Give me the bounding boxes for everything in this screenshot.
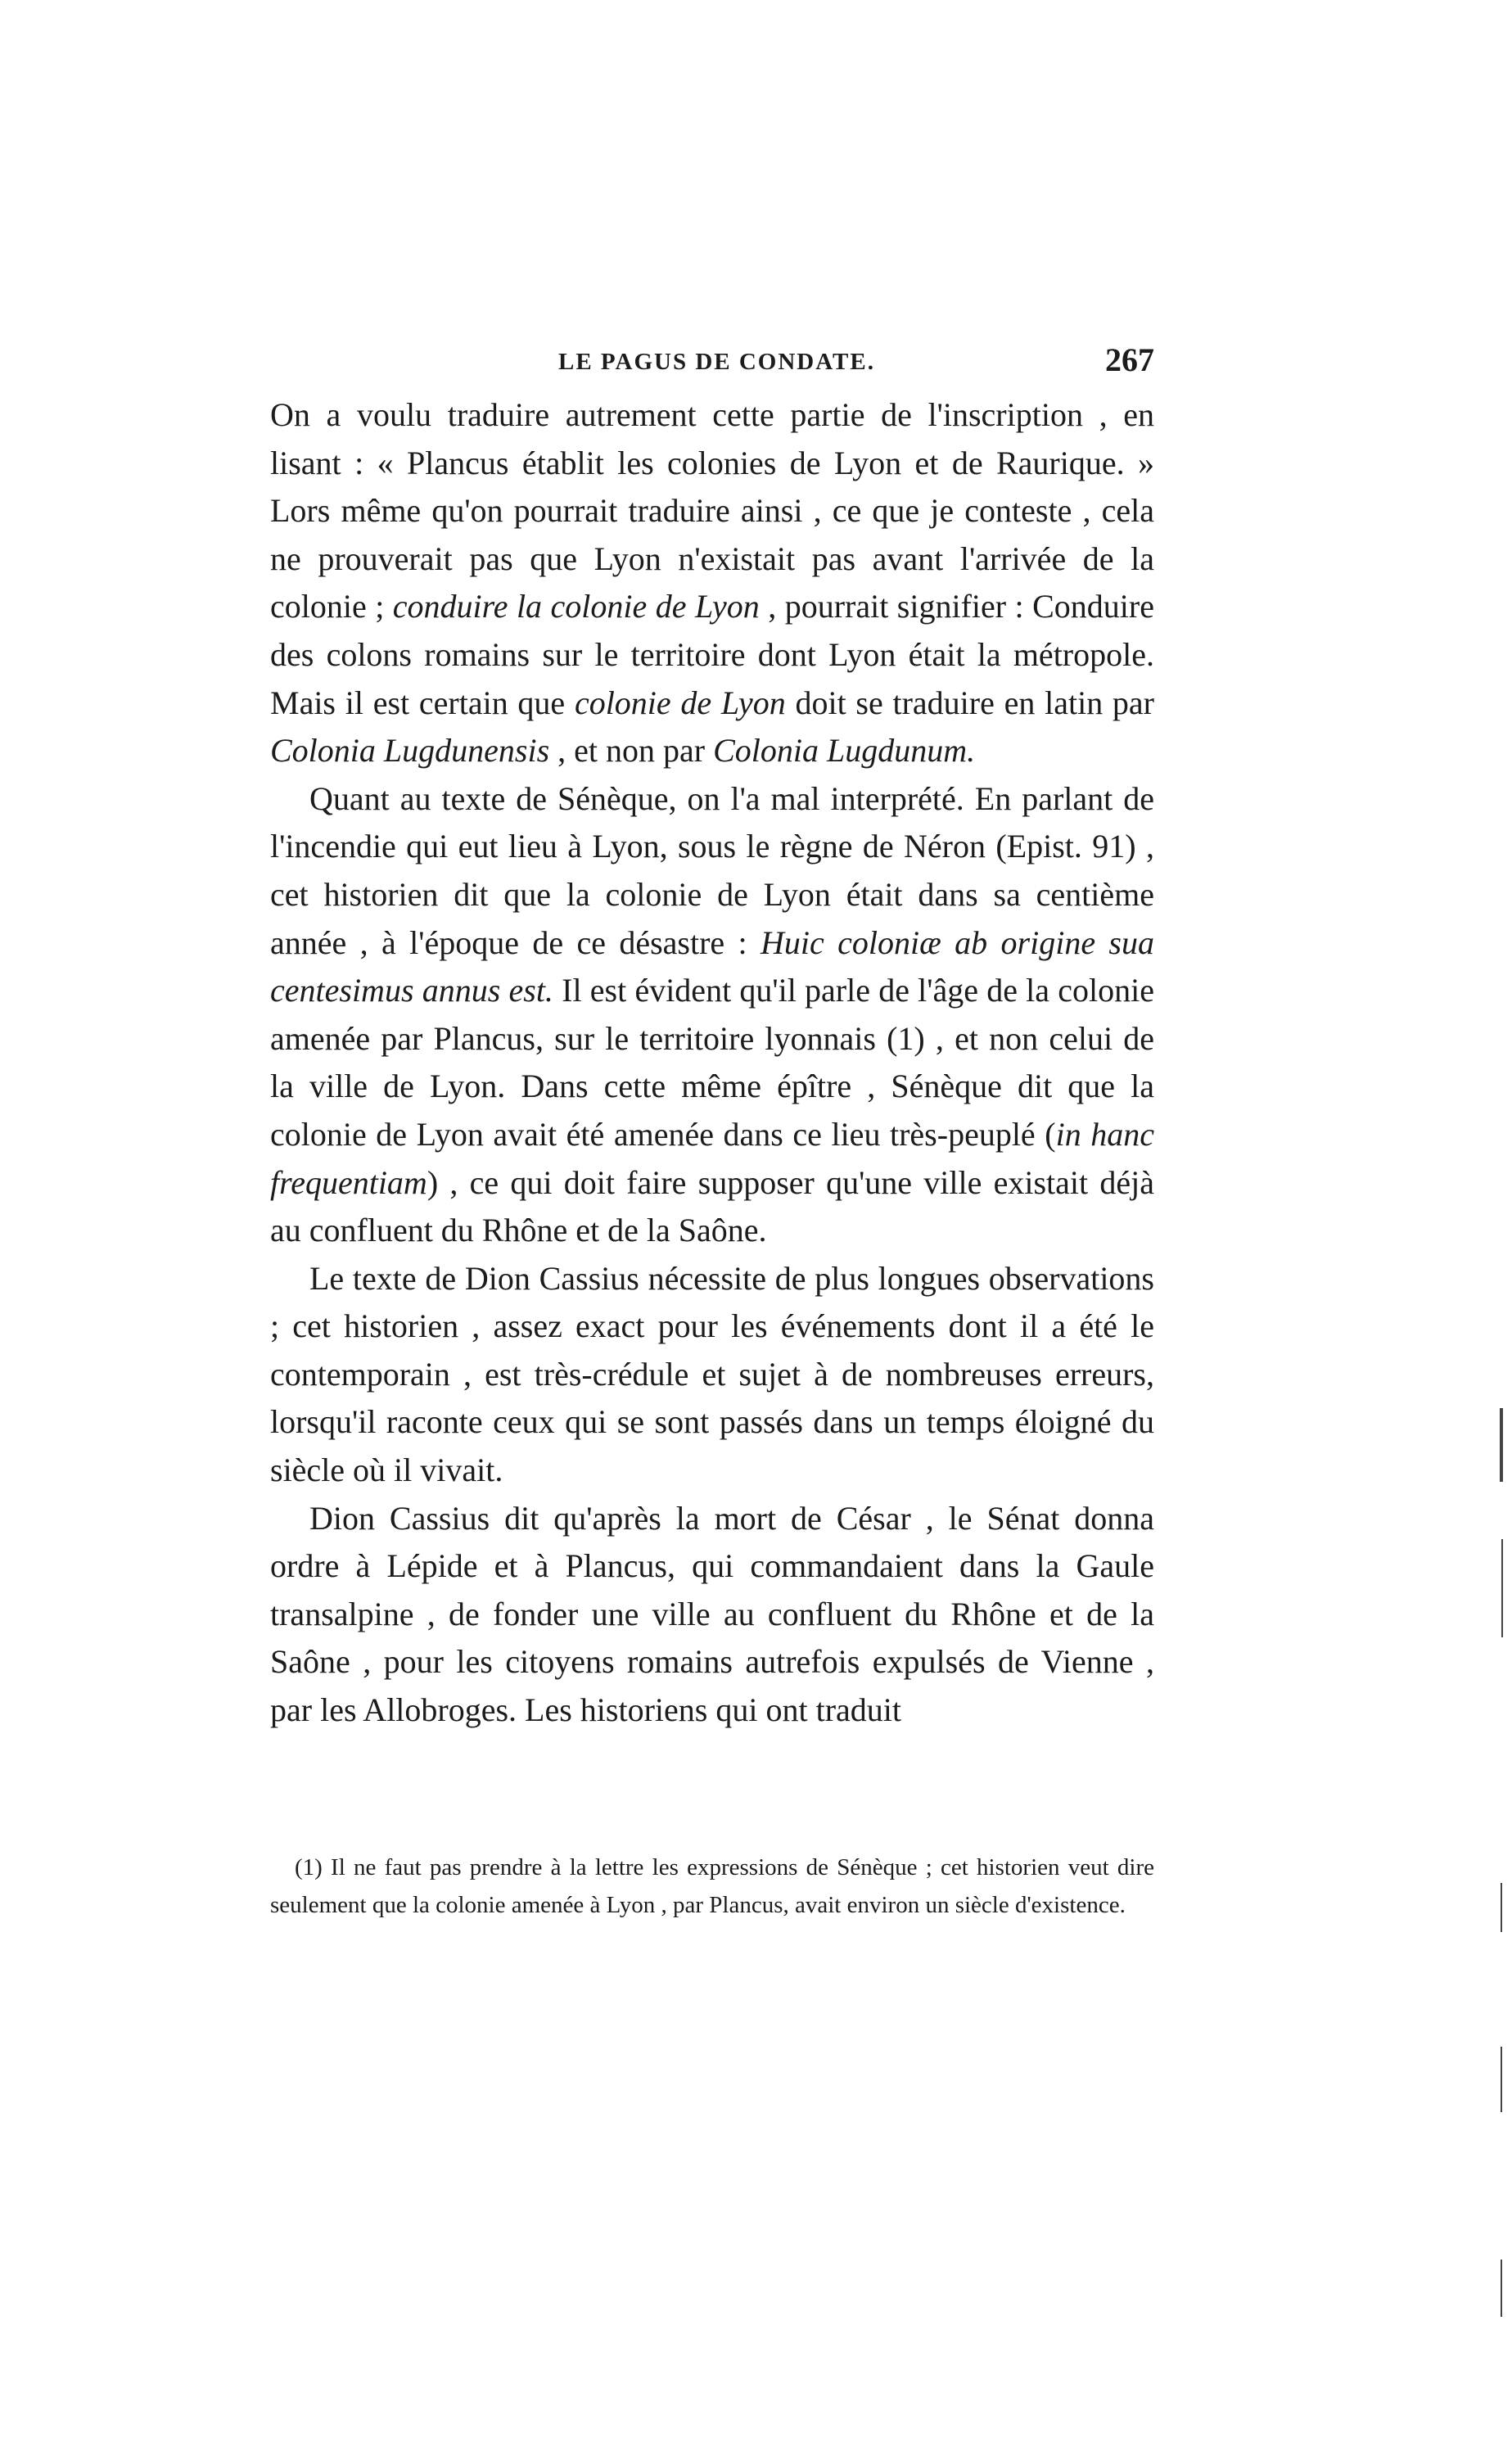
paragraph-3: Le texte de Dion Cassius nécessite de plus longues observations ; cet historien , assez exact pour les événements dont il a été le contemporain , est très-crédule et sujet à de nombreuses erreurs, lorsqu'il raconte ceux qui se sont passés dans un temps éloigné du siècle où il vivait. [270, 1259, 1154, 1489]
text-run: On a voulu traduire autrement cette partie de l'inscription , en lisant : « Plancus établit les colonies de Lyon et de Raurique. » Lors même qu'on pourrait traduire ainsi , ce que je conteste , cela ne prouverait pas que Lyon n'existait pas avant l'arrivée de la colonie ; [270, 396, 1154, 625]
paragraph-4: Dion Cassius dit qu'après la mort de César , le Sénat donna ordre à Lépide et à Plancus, qui commandaient dans la Gaule transalpine , de fonder une ville au confluent du Rhône et de la Saône , pour les citoyens romains autrefois expulsés de Vienne , par les Allobroges. Les historiens qui ont traduit [270, 1499, 1154, 1729]
text-run: ) , ce qui doit faire supposer qu'une ville existait déjà au confluent du Rhône et de la Saône. [270, 1163, 1154, 1249]
running-head [270, 341, 1154, 390]
footnotes [270, 1849, 1154, 1924]
italic-phrase: conduire la colonie de Lyon [392, 588, 760, 625]
paragraph-1 [270, 391, 1154, 775]
italic-phrase: Colonia Lugdunensis [270, 732, 550, 770]
text-run: Il est évident qu'il parle de l'âge de la colonie amenée par Plancus, sur le territoire lyonnais (1) , et non celui de la ville de Lyon. Dans cette même épître , Sénèque dit que la colonie de Lyon avait été amenée dans ce lieu très-peuplé ( [270, 972, 1154, 1153]
edge-mark [1501, 1883, 1502, 1932]
edge-mark [1501, 1539, 1503, 1637]
edge-mark [1501, 2047, 1502, 2112]
paragraph-2 [270, 775, 1154, 1255]
text-run: Quant au texte de Sénèque, on l'a mal interprété. En parlant de l'incendie qui eut lieu à Lyon, sous le règne de Néron (Epist. 91) , cet historien dit que la colonie de Lyon était dans sa centième année , à l'époque de ce désastre : [270, 779, 1154, 961]
italic-phrase: colonie de Lyon [574, 684, 786, 721]
text-run: , et non par [549, 732, 714, 770]
text-run: doit se traduire en latin par [785, 684, 1155, 721]
text-run: , pourrait signifier : Conduire des colons romains sur le territoire dont Lyon était la métropole. Mais il est certain que [270, 588, 1154, 721]
italic-phrase: Colonia Lugdunum. [713, 732, 976, 770]
edge-mark [1501, 2260, 1502, 2317]
latin-quote: Huic coloniæ ab origine sua centesimus annus est. [270, 923, 1155, 1009]
footnote-1: (1) Il ne faut pas prendre à la lettre les expressions de Sénèque ; cet historien veut dire seulement que la colonie amenée à Lyon , par Plancus, avait environ un siècle d'existence. [270, 1854, 1154, 1918]
latin-quote: in hanc frequentiam [270, 1115, 1154, 1201]
page-number: 267 [1105, 341, 1154, 378]
edge-mark [1500, 1408, 1503, 1482]
running-title: LE PAGUS DE CONDATE. [558, 349, 875, 375]
main-text [270, 391, 1154, 1735]
